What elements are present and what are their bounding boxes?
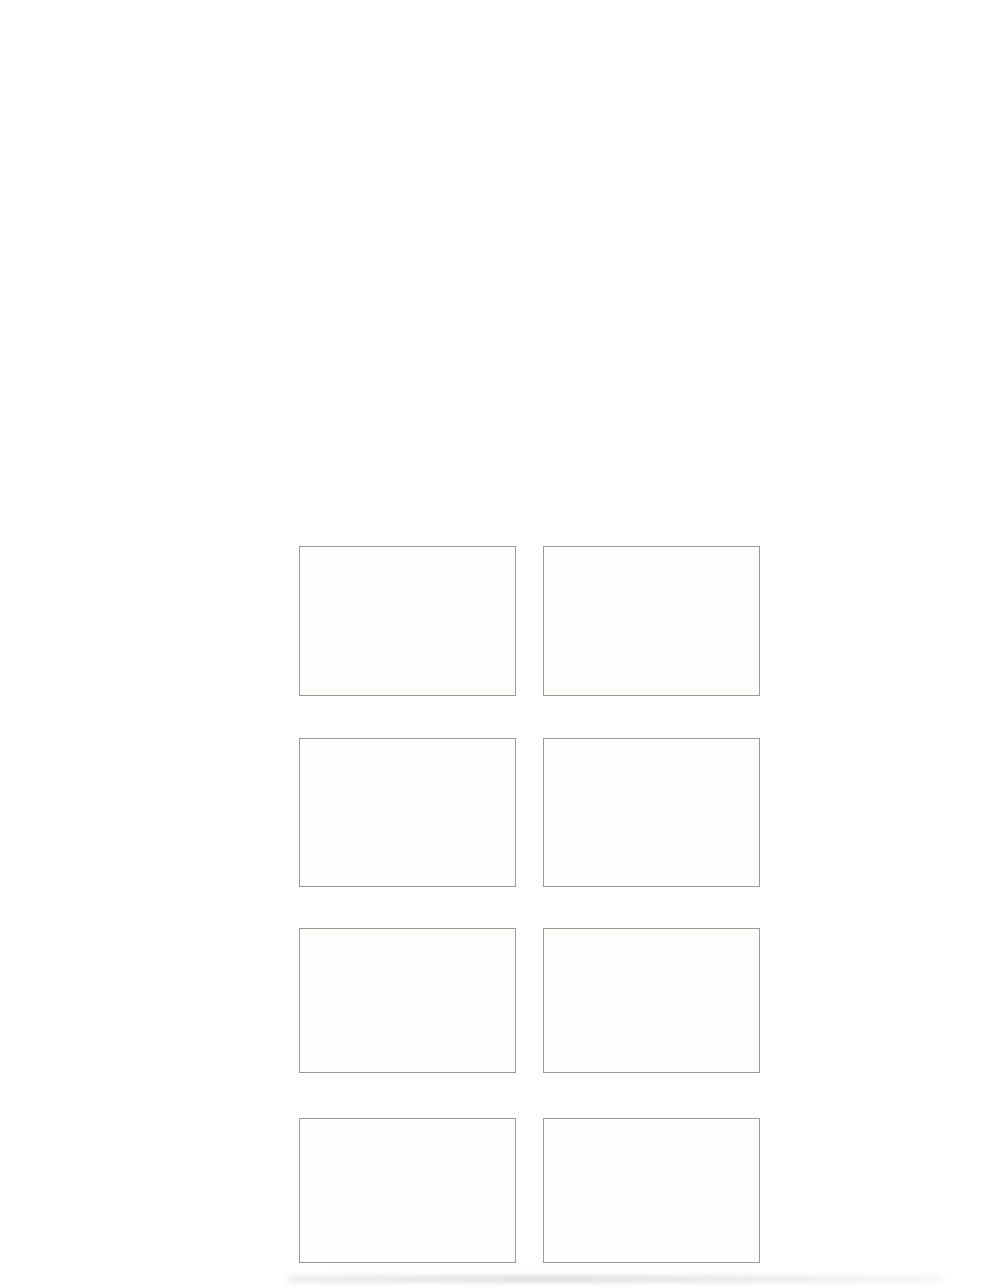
text-line bbox=[162, 366, 838, 400]
decision-canvas-a bbox=[544, 547, 759, 695]
decision-graph-c bbox=[543, 928, 760, 1073]
text-line bbox=[162, 299, 838, 333]
scatter-plot-a bbox=[299, 546, 516, 696]
text-line bbox=[162, 232, 838, 266]
text-line bbox=[162, 22, 838, 56]
section-heading bbox=[162, 164, 838, 198]
text-line bbox=[162, 56, 838, 90]
scatter-canvas-a bbox=[300, 547, 515, 695]
text-line bbox=[162, 433, 838, 467]
scatter-canvas-d bbox=[300, 1119, 515, 1262]
decision-canvas-c bbox=[544, 929, 759, 1072]
text-line bbox=[162, 467, 838, 501]
text-line bbox=[162, 123, 838, 157]
text-line bbox=[162, 89, 838, 123]
decision-graph-a bbox=[543, 546, 760, 696]
scatter-canvas-c bbox=[300, 929, 515, 1072]
scatter-plot-d bbox=[299, 1118, 516, 1263]
scatter-plot-b bbox=[299, 738, 516, 887]
text-line bbox=[162, 500, 838, 534]
bullet-line bbox=[162, 332, 838, 366]
scatter-plot-c bbox=[299, 928, 516, 1073]
decision-canvas-d bbox=[544, 1119, 759, 1262]
scatter-canvas-b bbox=[300, 739, 515, 886]
text-line bbox=[162, 265, 838, 299]
text-line bbox=[162, 198, 838, 232]
body-text bbox=[162, 22, 838, 534]
decision-graph-b bbox=[543, 738, 760, 887]
decision-graph-d bbox=[543, 1118, 760, 1263]
bullet-line bbox=[162, 400, 838, 434]
scan-artifact bbox=[288, 1275, 943, 1283]
decision-canvas-b bbox=[544, 739, 759, 886]
